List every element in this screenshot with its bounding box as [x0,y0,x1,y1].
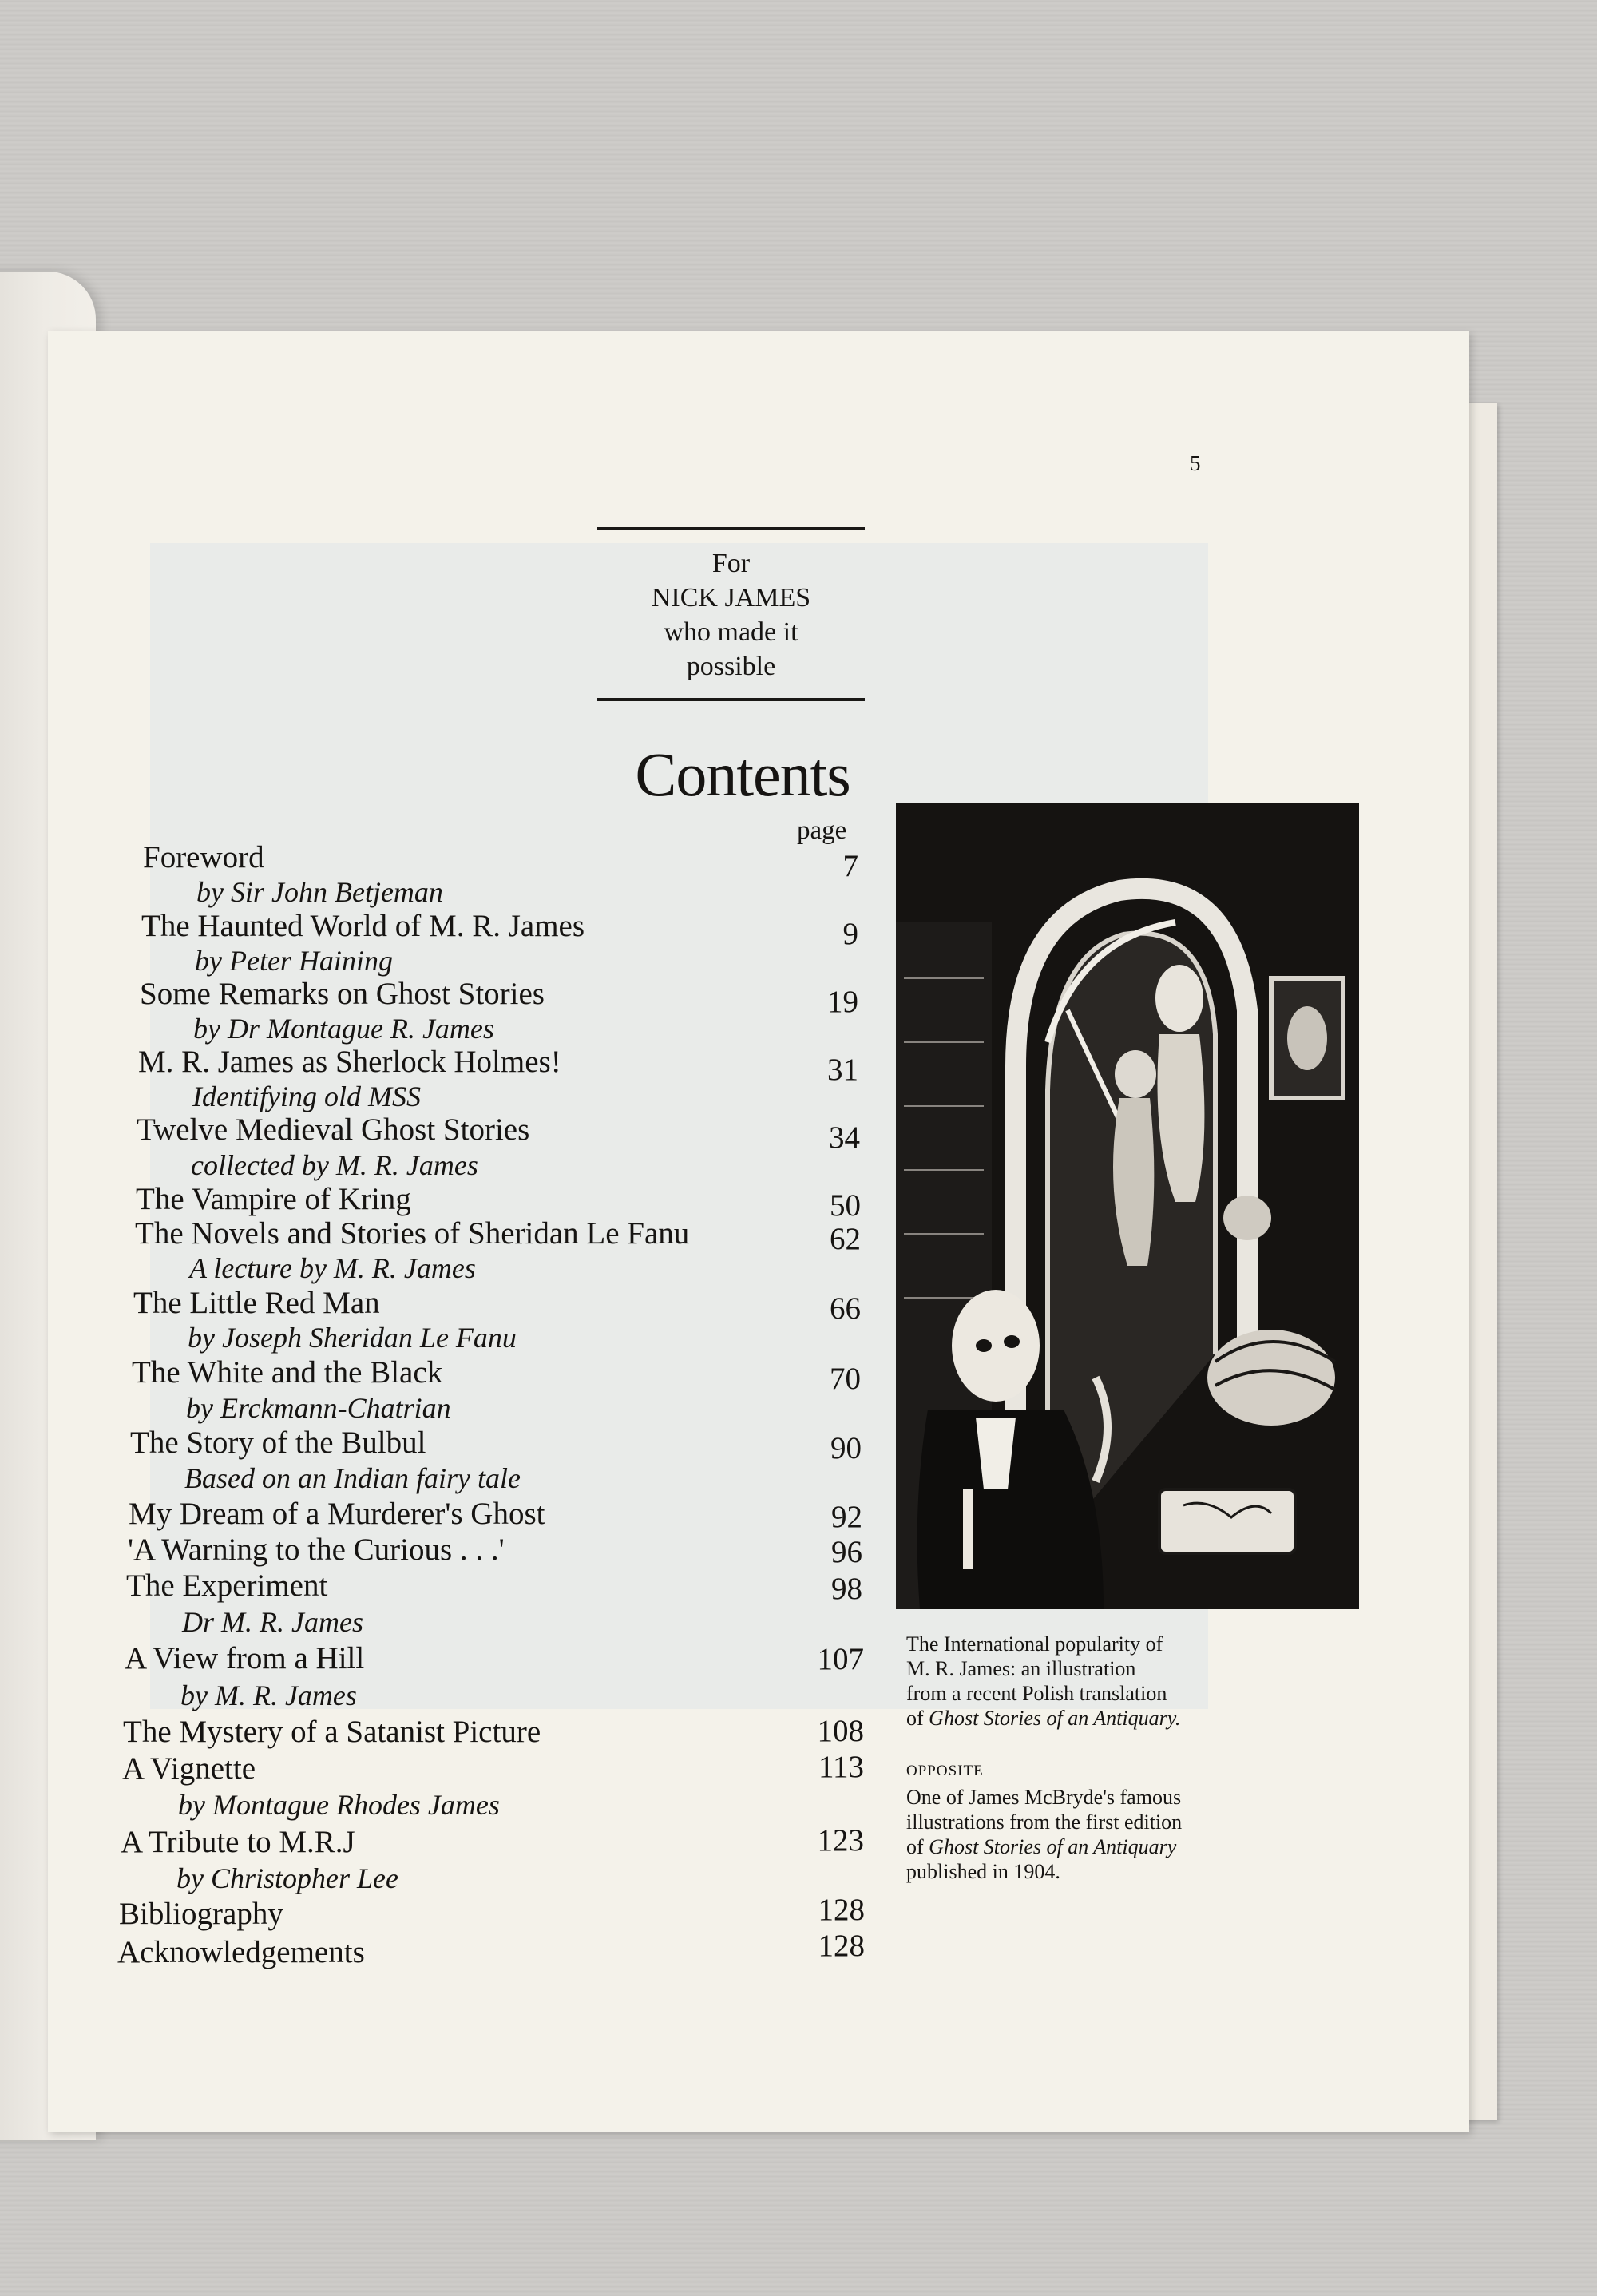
toc-title: The Mystery of a Satanist Picture [123,1715,541,1749]
toc-title: Some Remarks on Ghost Stories [140,977,545,1011]
toc-title: M. R. James as Sherlock Holmes! [138,1045,561,1079]
toc-title: A View from a Hill [125,1641,365,1675]
caption-line: published in 1904. [906,1860,1060,1883]
toc-page: 98 [831,1572,862,1606]
toc-subtitle: by Peter Haining [195,945,393,977]
illustration-drawing [896,803,1359,1609]
toc-title: Twelve Medieval Ghost Stories [137,1112,530,1147]
toc-subtitle: by Joseph Sheridan Le Fanu [188,1322,517,1354]
toc-title: 'A Warning to the Curious . . .' [128,1533,505,1567]
page-number: 5 [1190,451,1201,475]
toc-page: 123 [817,1823,864,1858]
toc-page: 62 [830,1222,861,1256]
toc-title: Acknowledgements [117,1935,365,1969]
contents-title: Contents [635,740,850,809]
caption-line: One of James McBryde's famous [906,1786,1182,1809]
toc-title: The Story of the Bulbul [130,1426,426,1460]
book-page [48,331,1469,2132]
toc-page: 113 [818,1750,864,1784]
illustration-image [896,803,1359,1609]
caption-text: of [906,1707,929,1730]
caption-line: from a recent Polish translation [906,1682,1167,1705]
toc-page: 34 [829,1120,860,1155]
opposite-label: OPPOSITE [906,1763,984,1779]
toc-title: A Tribute to M.R.J [121,1825,355,1859]
toc-page: 90 [830,1431,862,1465]
toc-title: The Haunted World of M. R. James [141,909,585,943]
illustration-caption [906,1632,1242,1731]
toc-title: A Vignette [122,1751,256,1786]
toc-title: The Little Red Man [133,1286,380,1320]
toc-title: My Dream of a Murderer's Ghost [129,1497,545,1531]
caption-line [906,1706,1242,1731]
toc-page: 108 [817,1714,864,1748]
toc-page: 31 [827,1053,858,1087]
toc-subtitle: by Dr Montague R. James [193,1013,494,1045]
dedication [597,527,865,701]
toc-page: 50 [830,1188,861,1223]
toc-page: 66 [830,1291,861,1326]
toc-page: 9 [842,917,858,951]
caption-book-title: Ghost Stories of an Antiquary [929,1835,1177,1858]
toc-subtitle: Based on an Indian fairy tale [184,1462,521,1494]
toc-title: The Vampire of Kring [136,1182,411,1216]
toc-title: The Novels and Stories of Sheridan Le Fanu [135,1216,690,1251]
dedication-line: For [711,549,751,578]
caption-line [906,1834,1266,1859]
page-column-header: page [797,816,847,845]
toc-subtitle: by Erckmann-Chatrian [186,1392,451,1424]
toc-page: 7 [842,849,858,883]
toc-page: 70 [830,1362,861,1396]
toc-page: 107 [817,1642,864,1676]
toc-page: 96 [831,1535,862,1569]
dedication-line: possible [686,652,776,681]
toc-subtitle: collected by M. R. James [191,1149,478,1181]
toc-subtitle: A lecture by M. R. James [189,1252,476,1284]
toc-title: Foreword [143,840,264,874]
dedication-line: NICK JAMES [651,583,811,613]
caption-line: illustrations from the first edition [906,1810,1183,1834]
caption-text: of [906,1835,929,1858]
caption-line: M. R. James: an illustration [906,1657,1136,1680]
toc-subtitle: Identifying old MSS [192,1081,421,1112]
toc-subtitle: by Sir John Betjeman [196,876,443,908]
toc-subtitle: by Christopher Lee [176,1862,398,1894]
toc-subtitle: Dr M. R. James [182,1606,363,1638]
toc-page: 19 [827,985,858,1019]
toc-title: Bibliography [119,1897,283,1931]
toc-title: The Experiment [126,1568,328,1603]
toc-subtitle: by Montague Rhodes James [178,1789,500,1821]
dedication-line: who made it [664,617,798,647]
caption-line: The International popularity of [906,1632,1163,1656]
toc-subtitle: by M. R. James [180,1679,357,1711]
toc-page: 128 [818,1893,865,1927]
toc-page: 128 [818,1929,865,1963]
opposite-caption [906,1759,1266,1884]
caption-book-title: Ghost Stories of an Antiquary. [929,1707,1181,1730]
toc-page: 92 [831,1500,862,1534]
toc-title: The White and the Black [132,1355,443,1390]
